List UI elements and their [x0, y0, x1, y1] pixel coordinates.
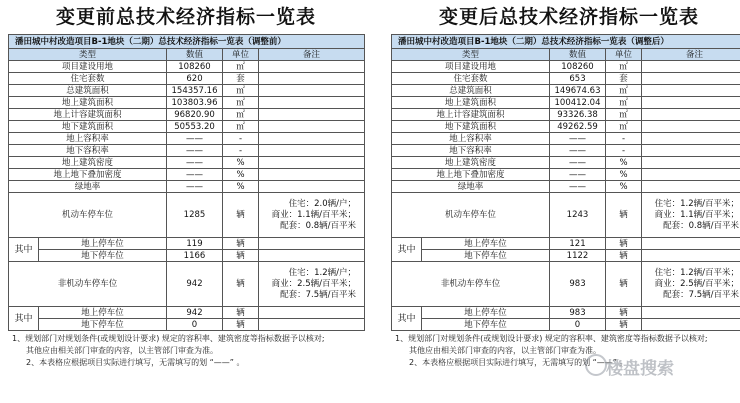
- row-note: [642, 169, 740, 181]
- row-value: ——: [167, 169, 223, 181]
- note-line: 住宅：1.2辆/百平米；: [654, 267, 740, 278]
- row-value: 0: [550, 319, 606, 331]
- footnotes: [8, 333, 364, 369]
- row-value: ——: [550, 157, 606, 169]
- row-note: [642, 73, 740, 85]
- row-note: [642, 85, 740, 97]
- row-unit: ㎡: [606, 61, 642, 73]
- table-row: [9, 157, 365, 169]
- row-value: 108260: [550, 61, 606, 73]
- nonmotor-parking-row: [392, 262, 740, 307]
- row-type: 机动车停车位: [9, 193, 167, 238]
- row-note: [259, 238, 365, 250]
- table-row: [9, 319, 365, 331]
- row-value: ——: [550, 181, 606, 193]
- row-unit: %: [223, 181, 259, 193]
- row-type: 总建筑面积: [9, 85, 167, 97]
- table-row: [392, 133, 740, 145]
- row-note: [642, 61, 740, 73]
- row-value: ——: [167, 133, 223, 145]
- row-value: ——: [167, 181, 223, 193]
- footnote-line: 2、本表格应根据项目实际进行填写，无需填写的划 “——” 。: [409, 358, 628, 367]
- table-row: [9, 85, 365, 97]
- parking-ratio-note: [259, 262, 365, 307]
- row-value: ——: [550, 169, 606, 181]
- row-value: 653: [550, 73, 606, 85]
- column-header-type: 类型: [9, 49, 167, 61]
- note-line: 商业：1.1辆/百平米；: [271, 209, 357, 220]
- row-unit: 辆: [223, 238, 259, 250]
- row-value: 108260: [167, 61, 223, 73]
- column-header-type: 类型: [392, 49, 550, 61]
- row-type: 项目建设用地: [9, 61, 167, 73]
- table-row: [392, 250, 740, 262]
- table-row: [392, 145, 740, 157]
- row-note: [259, 109, 365, 121]
- table-row: [9, 169, 365, 181]
- table-row: [9, 133, 365, 145]
- row-unit: 辆: [606, 307, 642, 319]
- row-value: 1166: [167, 250, 223, 262]
- after-panel: [391, 0, 740, 369]
- row-unit: ㎡: [606, 85, 642, 97]
- table-row: [392, 73, 740, 85]
- row-unit: -: [223, 145, 259, 157]
- row-note: [259, 250, 365, 262]
- column-header-value: 数值: [550, 49, 606, 61]
- row-unit: 辆: [223, 307, 259, 319]
- row-unit: %: [606, 157, 642, 169]
- row-note: [642, 109, 740, 121]
- row-type: 非机动车停车位: [392, 262, 550, 307]
- qizhong-label: 其中: [392, 307, 422, 331]
- note-line: 商业：2.5辆/百平米；: [271, 278, 357, 289]
- row-value: 103803.96: [167, 97, 223, 109]
- table-row: [9, 121, 365, 133]
- row-type: 地下停车位: [39, 319, 167, 331]
- row-unit: %: [606, 169, 642, 181]
- table-row: [392, 181, 740, 193]
- row-type: 地上容积率: [9, 133, 167, 145]
- row-value: 1285: [167, 193, 223, 238]
- row-type: 住宅套数: [392, 73, 550, 85]
- row-type: 地下建筑面积: [9, 121, 167, 133]
- watermark-text: 楼盘搜索: [606, 359, 674, 379]
- row-type: 地下停车位: [39, 250, 167, 262]
- panel-title: 变更后总技术经济指标一览表: [438, 6, 699, 28]
- row-unit: %: [606, 181, 642, 193]
- row-value: 49262.59: [550, 121, 606, 133]
- row-note: [642, 97, 740, 109]
- footnotes: [391, 333, 740, 369]
- row-type: 机动车停车位: [392, 193, 550, 238]
- table-row: [392, 97, 740, 109]
- row-type: 地上计容建筑面积: [9, 109, 167, 121]
- row-value: 942: [167, 307, 223, 319]
- column-header-note: 备注: [259, 49, 365, 61]
- row-unit: 套: [223, 73, 259, 85]
- row-type: 总建筑面积: [392, 85, 550, 97]
- table-row: [9, 145, 365, 157]
- row-unit: ㎡: [606, 121, 642, 133]
- row-note: [259, 169, 365, 181]
- row-value: 620: [167, 73, 223, 85]
- row-value: 942: [167, 262, 223, 307]
- row-type: 地下停车位: [422, 250, 550, 262]
- row-unit: 辆: [223, 250, 259, 262]
- row-note: [259, 97, 365, 109]
- row-value: 121: [550, 238, 606, 250]
- row-value: 93326.38: [550, 109, 606, 121]
- note-line: 配套：0.8辆/百平米: [663, 220, 740, 231]
- row-note: [642, 157, 740, 169]
- indicator-table: [391, 34, 740, 331]
- row-value: 1122: [550, 250, 606, 262]
- row-unit: -: [606, 133, 642, 145]
- row-type: 绿地率: [392, 181, 550, 193]
- row-type: 地上建筑密度: [392, 157, 550, 169]
- note-line: 住宅：2.0辆/户；: [288, 198, 357, 209]
- row-type: 地上建筑面积: [9, 97, 167, 109]
- row-unit: ㎡: [606, 97, 642, 109]
- row-unit: ㎡: [223, 85, 259, 97]
- row-note: [259, 319, 365, 331]
- row-value: 154357.16: [167, 85, 223, 97]
- table-row: [392, 319, 740, 331]
- row-value: ——: [550, 145, 606, 157]
- row-type: 地上地下叠加密度: [392, 169, 550, 181]
- row-unit: %: [223, 169, 259, 181]
- table-row: [392, 121, 740, 133]
- row-note: [642, 319, 740, 331]
- table-title: 潘田城中村改造项目B-1地块（二期）总技术经济指标一览表（调整前）: [9, 35, 365, 49]
- row-unit: 辆: [606, 238, 642, 250]
- parking-ratio-note: [259, 193, 365, 238]
- table-row: [392, 238, 740, 250]
- row-unit: 辆: [606, 250, 642, 262]
- row-type: 地上地下叠加密度: [9, 169, 167, 181]
- row-note: [259, 133, 365, 145]
- table-row: [9, 250, 365, 262]
- note-line: 商业：2.5辆/百平米；: [654, 278, 740, 289]
- footnote-line: 其他应由相关部门审查的内容，以主管部门审查为准。: [26, 346, 218, 355]
- table-row: [9, 181, 365, 193]
- row-note: [259, 307, 365, 319]
- row-type: 地下容积率: [9, 145, 167, 157]
- row-value: 50553.20: [167, 121, 223, 133]
- row-note: [642, 181, 740, 193]
- row-unit: 辆: [223, 319, 259, 331]
- note-line: 配套：7.5辆/百平米: [280, 289, 357, 300]
- row-unit: ㎡: [606, 109, 642, 121]
- table-row: [392, 85, 740, 97]
- row-note: [642, 133, 740, 145]
- watermark-logo-icon: [585, 354, 607, 376]
- row-value: ——: [550, 133, 606, 145]
- note-line: 配套：0.8辆/百平米: [280, 220, 357, 231]
- column-header-note: 备注: [642, 49, 740, 61]
- row-note: [642, 145, 740, 157]
- row-unit: ㎡: [223, 121, 259, 133]
- row-type: 地上停车位: [39, 307, 167, 319]
- table-row: [9, 238, 365, 250]
- row-note: [642, 250, 740, 262]
- table-row: [9, 61, 365, 73]
- row-type: 地上建筑密度: [9, 157, 167, 169]
- row-note: [259, 145, 365, 157]
- row-unit: 辆: [606, 193, 642, 238]
- row-note: [259, 85, 365, 97]
- footnote-line: 2、本表格应根据项目实际进行填写，无需填写的划 “——” 。: [26, 358, 245, 367]
- row-type: 地下停车位: [422, 319, 550, 331]
- row-note: [259, 73, 365, 85]
- row-type: 地上建筑面积: [392, 97, 550, 109]
- note-line: 商业：1.1辆/百平米；: [654, 209, 740, 220]
- row-type: 地上停车位: [39, 238, 167, 250]
- row-type: 地上停车位: [422, 307, 550, 319]
- row-unit: -: [606, 145, 642, 157]
- table-row: [392, 157, 740, 169]
- row-unit: ㎡: [223, 61, 259, 73]
- row-type: 非机动车停车位: [9, 262, 167, 307]
- row-type: 地上停车位: [422, 238, 550, 250]
- row-type: 住宅套数: [9, 73, 167, 85]
- parking-ratio-note: [642, 193, 740, 238]
- row-type: 地上计容建筑面积: [392, 109, 550, 121]
- table-row: [9, 73, 365, 85]
- row-note: [642, 307, 740, 319]
- table-row: [9, 109, 365, 121]
- footnote-line: 1、规划部门对规划条件(或规划设计要求) 规定的容积率、建筑密度等指标数据予以核对;: [395, 334, 708, 343]
- row-type: 项目建设用地: [392, 61, 550, 73]
- row-unit: %: [223, 157, 259, 169]
- footnote-line: 1、规划部门对规划条件(或规划设计要求) 规定的容积率、建筑密度等指标数据予以核对;: [12, 334, 325, 343]
- row-unit: 辆: [223, 193, 259, 238]
- note-line: 住宅：1.2辆/户；: [288, 267, 357, 278]
- qizhong-label: 其中: [9, 307, 39, 331]
- footnote-line: 其他应由相关部门审查的内容，以主管部门审查为准。: [409, 346, 601, 355]
- row-note: [259, 61, 365, 73]
- panel-title: 变更前总技术经济指标一览表: [55, 6, 316, 28]
- before-panel: [8, 0, 364, 369]
- parking-ratio-note: [642, 262, 740, 307]
- table-row: [392, 61, 740, 73]
- row-value: 100412.04: [550, 97, 606, 109]
- row-value: ——: [167, 145, 223, 157]
- indicator-table: [8, 34, 365, 331]
- table-row: [9, 307, 365, 319]
- qizhong-label: 其中: [392, 238, 422, 262]
- row-note: [259, 121, 365, 133]
- row-type: 地下建筑面积: [392, 121, 550, 133]
- row-note: [259, 157, 365, 169]
- row-unit: -: [223, 133, 259, 145]
- row-value: ——: [167, 157, 223, 169]
- motor-parking-row: [392, 193, 740, 238]
- row-note: [642, 238, 740, 250]
- qizhong-label: 其中: [9, 238, 39, 262]
- row-value: 119: [167, 238, 223, 250]
- row-unit: 辆: [606, 319, 642, 331]
- row-note: [642, 121, 740, 133]
- row-value: 1243: [550, 193, 606, 238]
- row-unit: ㎡: [223, 97, 259, 109]
- table-title: 潘田城中村改造项目B-1地块（二期）总技术经济指标一览表（调整后）: [392, 35, 740, 49]
- row-value: 983: [550, 262, 606, 307]
- table-row: [392, 169, 740, 181]
- row-type: 地上容积率: [392, 133, 550, 145]
- row-unit: ㎡: [223, 109, 259, 121]
- row-unit: 辆: [606, 262, 642, 307]
- table-row: [392, 307, 740, 319]
- row-value: 149674.63: [550, 85, 606, 97]
- row-note: [259, 181, 365, 193]
- motor-parking-row: [9, 193, 365, 238]
- table-row: [392, 109, 740, 121]
- column-header-value: 数值: [167, 49, 223, 61]
- table-row: [9, 97, 365, 109]
- row-type: 绿地率: [9, 181, 167, 193]
- nonmotor-parking-row: [9, 262, 365, 307]
- row-value: 0: [167, 319, 223, 331]
- row-value: 983: [550, 307, 606, 319]
- column-header-unit: 单位: [223, 49, 259, 61]
- note-line: 配套：7.5辆/百平米: [663, 289, 740, 300]
- column-header-unit: 单位: [606, 49, 642, 61]
- row-type: 地下容积率: [392, 145, 550, 157]
- note-line: 住宅：1.2辆/百平米；: [654, 198, 740, 209]
- row-unit: 套: [606, 73, 642, 85]
- row-unit: 辆: [223, 262, 259, 307]
- row-value: 96820.90: [167, 109, 223, 121]
